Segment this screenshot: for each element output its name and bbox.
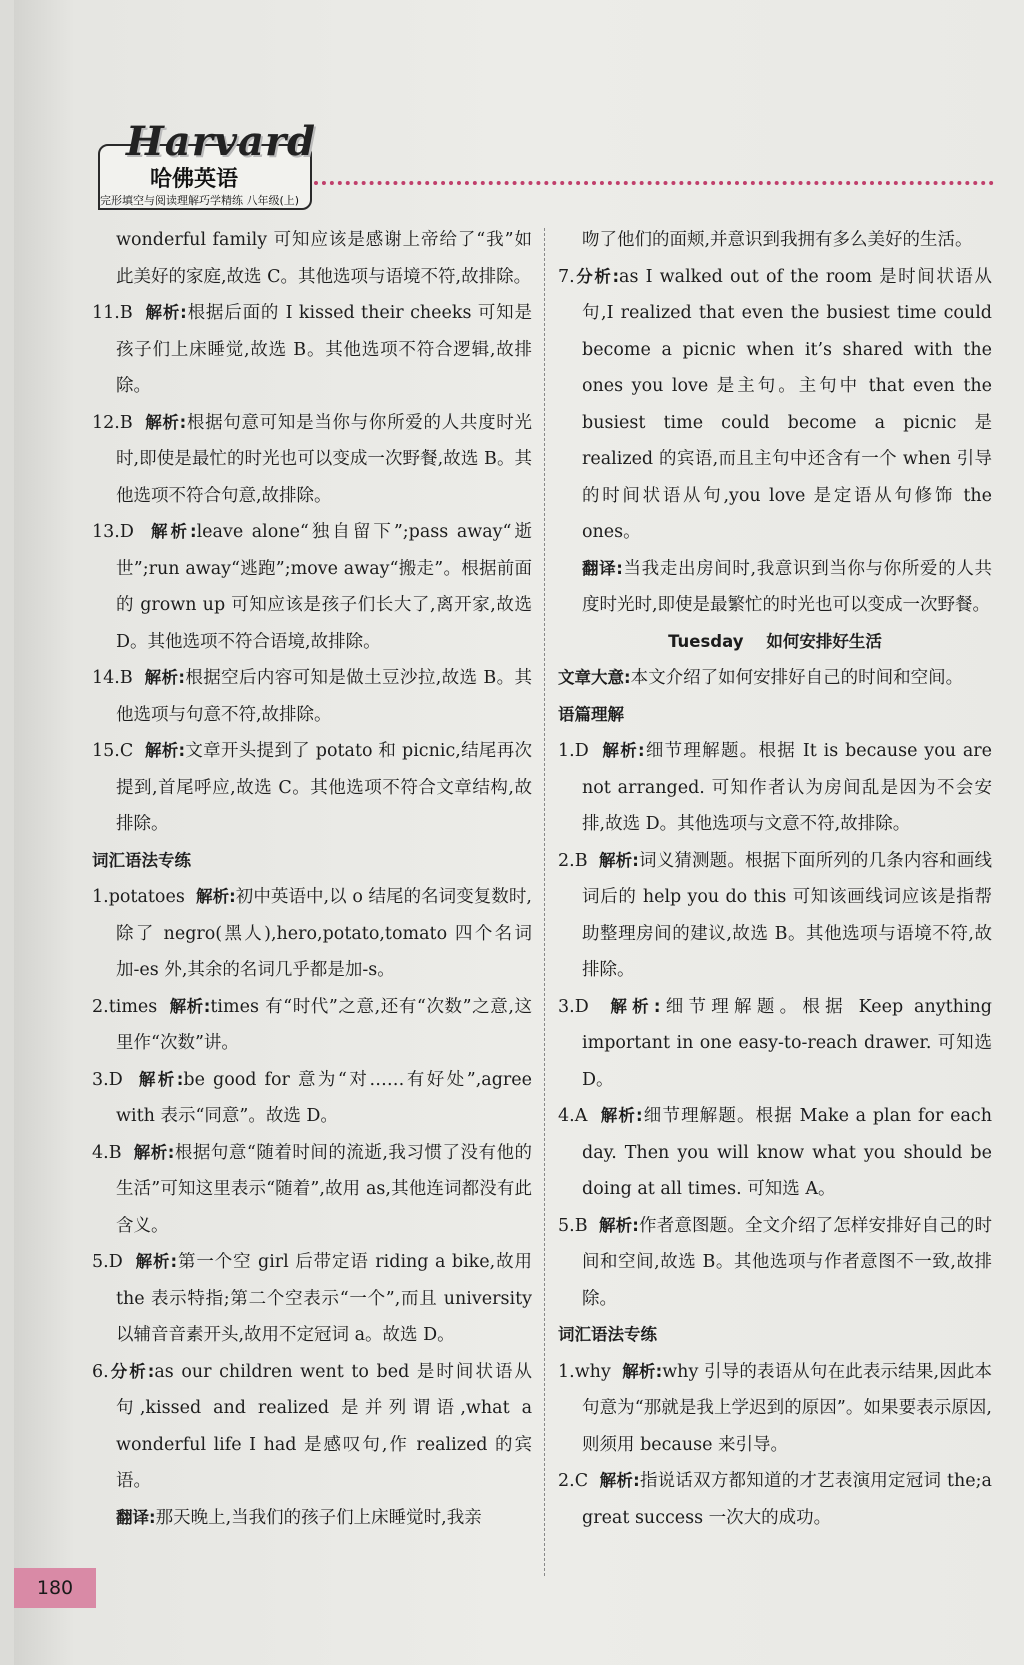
vocab-item: 3.D 解析:be good for 意为“对……有好处”,agree with 表示“同意”。故选 D。 — [92, 1069, 532, 1126]
answer-item: 11.B 解析:根据后面的 I kissed their cheeks 可知是孩子们上床睡觉,故选 B。其他选项不符合逻辑,故排除。 — [92, 303, 532, 396]
answer-item: 12.B 解析:根据句意可知是当你与你所爱的人共度时光时,即使是最忙的时光也可以变成一次野餐,故选 B。其他选项不符合句意,故排除。 — [92, 412, 532, 506]
vocab-item: 5.D 解析:第一个空 girl 后带定语 riding a bike,故用 the 表示特指;第二个空表示“一个”,而且 university以辅音音素开头,故用不定冠词 a。故选 D。 — [92, 1252, 532, 1345]
translation-continuation: 吻了他们的面颊,并意识到我拥有多么美好的生活。 — [582, 230, 973, 250]
analysis-item: 7.分析:as I walked out of the room 是时间状语从句,I realized that even the busiest time could become a picnic when it’s shared with the ones you love 是主句。主句中 that even the busiest time could become a picnic 是 realized 的宾语,而且主句中还含有一个 when 引导的时间状语从句,you love 是定语从句修饰 the ones。 — [558, 266, 992, 542]
summary: 文章大意:本文介绍了如何安排好自己的时间和空间。 — [558, 668, 964, 688]
reading-item: 1.D 解析:细节理解题。根据 It is because you are not arranged. 可知作者认为房间乱是因为不会安排,故选 D。其他选项与文意不符,故排除。 — [558, 741, 992, 834]
answer-item: 13.D 解析:leave alone“独自留下”;pass away“逝世”;run away“逃跑”;move away“搬走”。根据前面的 grown up 可知应该是孩子们长大了,离开家,故选 D。其他选项不符合语境,故排除。 — [92, 522, 532, 652]
section-heading-vocab: 词汇语法专练 — [92, 850, 191, 870]
reading-item: 4.A 解析:细节理解题。根据 Make a plan for each day. Then you will know what you should be doing at all times. 可知选 A。 — [558, 1106, 992, 1199]
page-number: 180 — [14, 1568, 96, 1608]
reading-item: 3.D 解析:细节理解题。根据 Keep anything important in one easy-to-reach drawer. 可知选 D。 — [558, 996, 992, 1090]
vocab-item: 1.why 解析:why 引导的表语从句在此表示结果,因此本句意为“那就是我上学迟到的原因”。如果要表示原因,则须用 because 来引导。 — [558, 1361, 992, 1455]
section-heading-vocab: 词汇语法专练 — [558, 1325, 657, 1344]
reading-item: 2.B 解析:词义猜测题。根据下面所列的几条内容和画线词后的 help you do this 可知该画线词应该是指帮助整理房间的建议,故选 B。其他选项与语境不符,故排除。 — [558, 850, 992, 980]
section-title-tuesday: Tuesday 如何安排好生活 — [668, 631, 882, 651]
answer-item: 15.C 解析:文章开头提到了 potato 和 picnic,结尾再次提到,首尾呼应,故选 C。其他选项不符合文章结构,故排除。 — [92, 741, 532, 834]
brand-logo — [98, 118, 320, 212]
header-dotted-rule — [314, 181, 994, 185]
brand-title: Harvard — [126, 118, 316, 165]
vocab-item: 1.potatoes 解析:初中英语中,以 o 结尾的名词变复数时,除了 negro(黑人),hero,potato,tomato 四个名词加-es 外,其余的名词几乎都是加-s。 — [92, 887, 532, 980]
left-column — [92, 222, 532, 1536]
reading-item: 5.B 解析:作者意图题。全文介绍了怎样安排好自己的时间和空间,故选 B。其他选项与作者意图不一致,故排除。 — [558, 1215, 992, 1309]
answer-continuation: wonderful family 可知应该是感谢上帝给了“我”如此美好的家庭,故选 C。其他选项与语境不符,故排除。 — [116, 230, 532, 287]
vocab-item: 4.B 解析:根据句意“随着时间的流逝,我习惯了没有他的生活”可知这里表示“随着”,故用 as,其他连词都没有此含义。 — [92, 1142, 532, 1236]
page — [14, 0, 1024, 1665]
answer-item: 14.B 解析:根据空后内容可知是做土豆沙拉,故选 B。其他选项与句意不符,故排除。 — [92, 668, 532, 725]
column-divider — [544, 228, 545, 1576]
translation: 翻译:那天晚上,当我们的孩子们上床睡觉时,我亲 — [116, 1507, 482, 1528]
translation: 翻译:当我走出房间时,我意识到当你与你所爱的人共度时光时,即使是最繁忙的时光也可以变成一次野餐。 — [582, 558, 992, 615]
vocab-item: 6.分析:as our children went to bed 是时间状语从句,kissed and realized 是并列谓语,what a wonderful life I had 是感叹句,作 realized 的宾语。 — [92, 1361, 532, 1491]
vocab-item: 2.C 解析:指说话双方都知道的才艺表演用定冠词 the;a great success 一次大的成功。 — [558, 1471, 992, 1528]
vocab-item: 2.times 解析:times 有“时代”之意,还有“次数”之意,这里作“次数”讲。 — [92, 996, 532, 1053]
right-column — [558, 222, 992, 1536]
brand-subtitle: 哈佛英语 — [150, 167, 239, 192]
brand-description: 完形填空与阅读理解巧学精练 八年级(上) — [100, 194, 300, 207]
section-heading-reading: 语篇理解 — [558, 704, 624, 724]
